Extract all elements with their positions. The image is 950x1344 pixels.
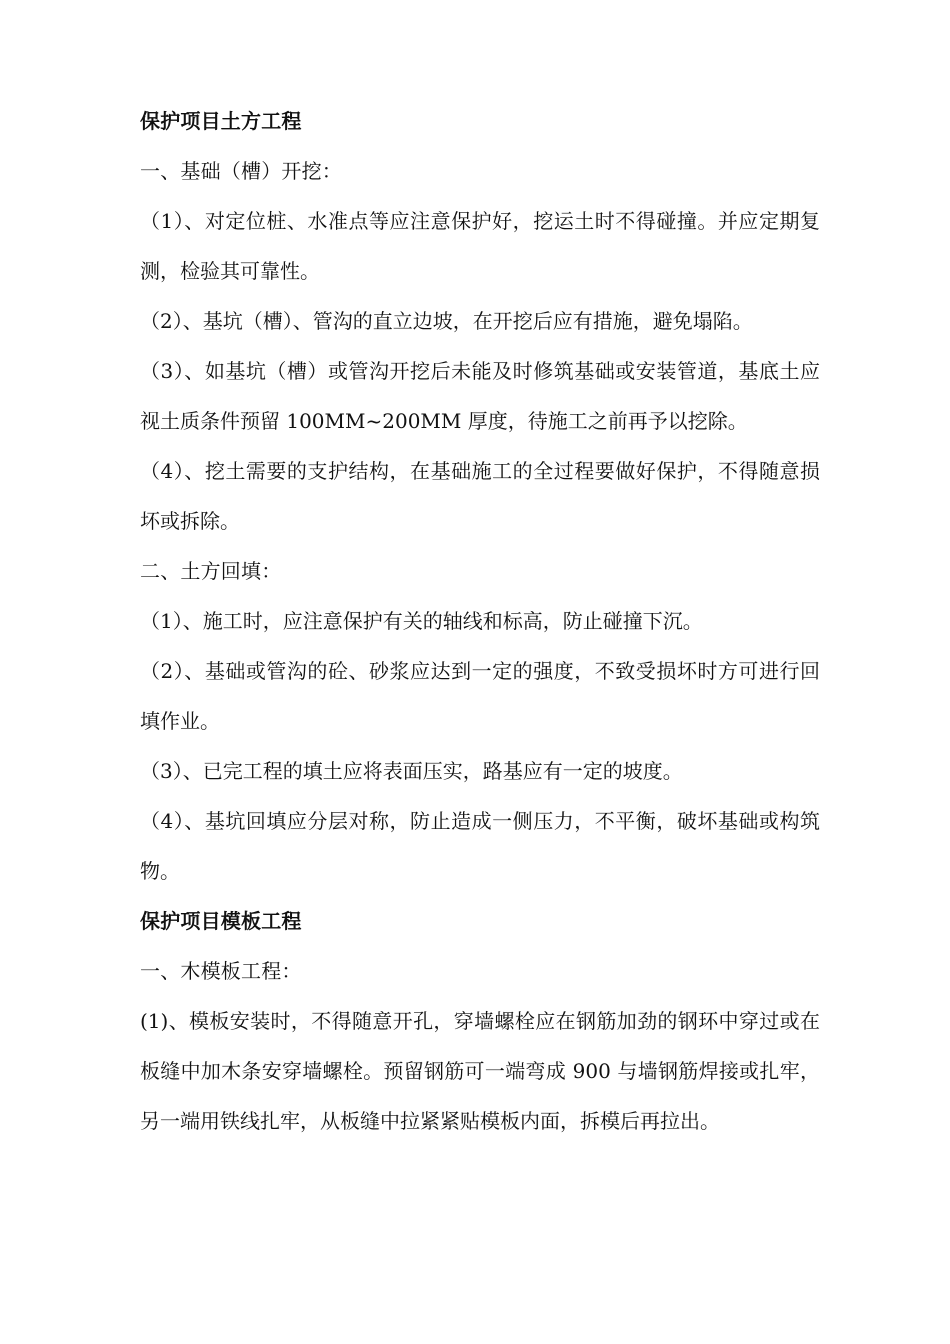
subsection-heading-wood-formwork: 一、木模板工程： bbox=[140, 959, 302, 983]
list-item: （4）、基坑回填应分层对称，防止造成一侧压力，不平衡，破坏基础或构筑物。 bbox=[140, 809, 820, 883]
list-item: (1)、模板安装时，不得随意开孔，穿墙螺栓应在钢筋加劲的钢环中穿过或在板缝中加木条安穿墙螺栓。预留钢筋可一端弯成 900 与墙钢筋焊接或扎牢，另一端用铁线扎牢，从板缝中拉紧紧贴模板内面，拆模后再拉出。 bbox=[140, 1009, 820, 1133]
document-page bbox=[140, 96, 820, 1146]
list-item: （3）、如基坑（槽）或管沟开挖后未能及时修筑基础或安装管道，基底土应视土质条件预留 100MM~200MM 厚度，待施工之前再予以挖除。 bbox=[140, 359, 820, 433]
list-item: （1）、施工时，应注意保护有关的轴线和标高，防止碰撞下沉。 bbox=[140, 609, 703, 633]
list-item: （2）、基坑（槽）、管沟的直立边坡，在开挖后应有措施，避免塌陷。 bbox=[140, 309, 753, 333]
list-item: （3）、已完工程的填土应将表面压实，路基应有一定的坡度。 bbox=[140, 759, 683, 783]
section-title-earthwork: 保护项目土方工程 bbox=[140, 109, 302, 133]
list-item: （1）、对定位桩、水准点等应注意保护好，挖运土时不得碰撞。并应定期复测，检验其可靠性。 bbox=[140, 209, 820, 283]
list-item: （4）、挖土需要的支护结构，在基础施工的全过程要做好保护，不得随意损坏或拆除。 bbox=[140, 459, 820, 533]
section-title-formwork: 保护项目模板工程 bbox=[140, 909, 302, 933]
list-item: （2）、基础或管沟的砼、砂浆应达到一定的强度，不致受损坏时方可进行回填作业。 bbox=[140, 659, 820, 733]
subsection-heading-backfill: 二、土方回填： bbox=[140, 559, 282, 583]
subsection-heading-excavation: 一、基础（槽）开挖： bbox=[140, 159, 342, 183]
